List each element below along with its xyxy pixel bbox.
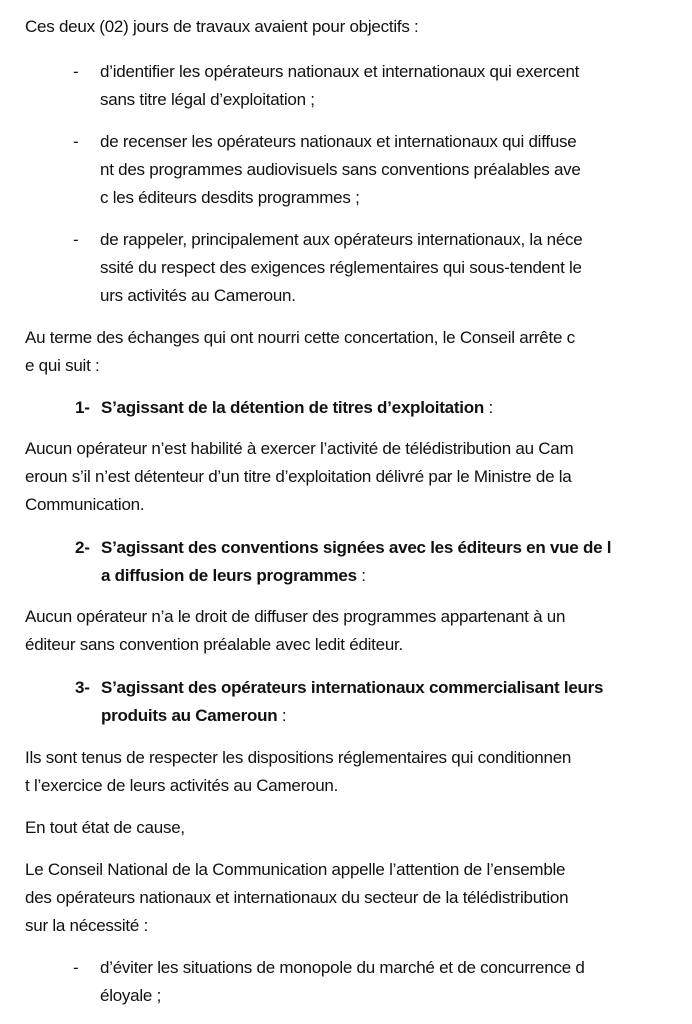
intro-text: Ces deux (02) jours de travaux avaient pour objectifs :: [25, 17, 419, 36]
final-paragraph-line: des opérateurs nationaux et internationaux du secteur de la télédistribution: [25, 888, 569, 907]
list-marker: -: [73, 132, 79, 151]
list-item-line: sans titre légal d’exploitation ;: [100, 90, 315, 109]
section-heading-tail: :: [356, 566, 366, 585]
list-item-line: éloyale ;: [100, 986, 162, 1005]
list-item-line: c les éditeurs desdits programmes ;: [100, 188, 360, 207]
section-heading-bold: a diffusion de leurs programmes: [101, 566, 357, 585]
section-body-line: Ils sont tenus de respecter les dispositions réglementaires qui conditionnen: [25, 748, 572, 767]
section-number: 1-: [75, 398, 90, 417]
final-paragraph-line: sur la nécessité :: [25, 916, 149, 935]
list-marker: -: [73, 958, 79, 977]
list-marker: -: [73, 230, 79, 249]
section-body-line: eroun s’il n’est détenteur d’un titre d’exploitation délivré par le Ministre de la: [25, 467, 572, 486]
conclusion-line: Au terme des échanges qui ont nourri cette concertation, le Conseil arrête c: [25, 328, 575, 347]
section-heading: [101, 706, 286, 726]
section-heading-tail: :: [277, 706, 287, 725]
list-marker: -: [73, 62, 79, 81]
list-item-line: d’éviter les situations de monopole du marché et de concurrence d: [100, 958, 585, 977]
section-body-line: t l’exercice de leurs activités au Cameroun.: [25, 776, 339, 795]
final-paragraph-line: Le Conseil National de la Communication appelle l’attention de l’ensemble: [25, 860, 566, 879]
section-body-line: éditeur sans convention préalable avec ledit éditeur.: [25, 635, 404, 654]
section-heading: [101, 678, 603, 698]
section-number: 3-: [75, 678, 90, 697]
section-number: 2-: [75, 538, 90, 557]
conclusion-line: e qui suit :: [25, 356, 100, 375]
list-item-line: d’identifier les opérateurs nationaux et internationaux qui exercent: [100, 62, 580, 81]
section-body-line: Aucun opérateur n’est habilité à exercer l’activité de télédistribution au Cam: [25, 439, 574, 458]
section-heading-bold: S’agissant des opérateurs internationaux commercialisant leurs: [101, 678, 604, 697]
list-item-line: ssité du respect des exigences réglementaires qui sous-tendent le: [100, 258, 582, 277]
list-item-line: nt des programmes audiovisuels sans conventions préalables ave: [100, 160, 581, 179]
section-heading-bold: S’agissant des conventions signées avec les éditeurs en vue de l: [101, 538, 612, 557]
list-item-line: de recenser les opérateurs nationaux et internationaux qui diffuse: [100, 132, 577, 151]
section-heading-tail: :: [484, 398, 493, 417]
section-heading-bold: produits au Cameroun: [101, 706, 278, 725]
final-intro: En tout état de cause,: [25, 818, 185, 837]
section-body-line: Communication.: [25, 495, 145, 514]
section-heading-bold: S’agissant de la détention de titres d’exploitation: [101, 398, 485, 417]
list-item-line: de rappeler, principalement aux opérateurs internationaux, la néce: [100, 230, 583, 249]
list-item-line: urs activités au Cameroun.: [100, 286, 296, 305]
section-heading: [101, 398, 493, 418]
section-heading: [101, 538, 611, 558]
section-body-line: Aucun opérateur n’a le droit de diffuser des programmes appartenant à un: [25, 607, 566, 626]
section-heading: [101, 566, 366, 586]
